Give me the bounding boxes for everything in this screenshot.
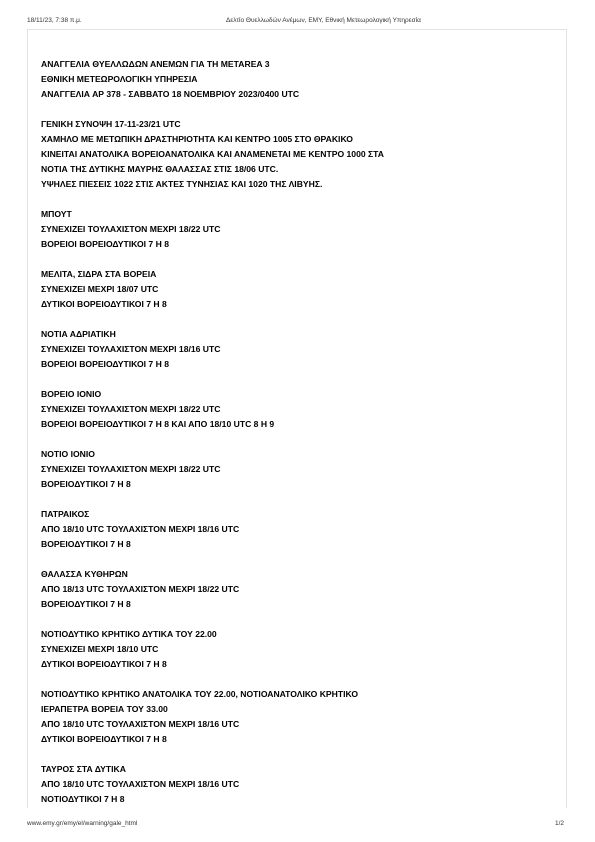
bulletin-content bbox=[41, 57, 561, 822]
area-block bbox=[41, 687, 561, 747]
area-name: ΝΟΤΙΟΔΥΤΙΚΟ ΚΡΗΤΙΚΟ ΔΥΤΙΚΑ ΤΟΥ 22.00 bbox=[41, 629, 217, 639]
bulletin-synopsis bbox=[41, 117, 561, 192]
bulletin-line: ΣΥΝΕΧΙΖΕΙ ΤΟΥΛΑΧΙΣΤΟΝ ΜΕΧΡΙ 18/16 UTC bbox=[41, 344, 221, 354]
area-block bbox=[41, 387, 561, 432]
area-block bbox=[41, 267, 561, 312]
bulletin-line: ΒΟΡΕΙΟΔΥΤΙΚΟΙ 7 Η 8 bbox=[41, 599, 131, 609]
area-name: ΤΑΥΡΟΣ ΣΤΑ ΔΥΤΙΚΑ bbox=[41, 764, 126, 774]
bulletin-line: ΑΠΟ 18/10 UTC ΤΟΥΛΑΧΙΣΤΟΝ ΜΕΧΡΙ 18/16 UTC bbox=[41, 779, 240, 789]
bulletin-line: ΝΟΤΙΟΔΥΤΙΚΟΙ 7 Η 8 bbox=[41, 794, 125, 804]
bulletin-line: ΑΠΟ 18/10 UTC ΤΟΥΛΑΧΙΣΤΟΝ ΜΕΧΡΙ 18/16 UTC bbox=[41, 719, 240, 729]
area-block bbox=[41, 762, 561, 807]
bulletin-line: ΓΕΝΙΚΗ ΣΥΝΟΨΗ 17-11-23/21 UTC bbox=[41, 119, 181, 129]
area-block bbox=[41, 327, 561, 372]
area-name: ΘΑΛΑΣΣΑ ΚΥΘΗΡΩΝ bbox=[41, 569, 128, 579]
page-number: 1/2 bbox=[555, 820, 565, 827]
bulletin-line: ΔΥΤΙΚΟΙ ΒΟΡΕΙΟΔΥΤΙΚΟΙ 7 Η 8 bbox=[41, 299, 167, 309]
bulletin-line: ΧΑΜΗΛΟ ΜΕ ΜΕΤΩΠΙΚΗ ΔΡΑΣΤΗΡΙΟΤΗΤΑ ΚΑΙ ΚΕΝΤΡΟ 1005 ΣΤΟ ΘΡΑΚΙΚΟ bbox=[41, 134, 353, 144]
bulletin-line: ΑΠΟ 18/10 UTC ΤΟΥΛΑΧΙΣΤΟΝ ΜΕΧΡΙ 18/16 UTC bbox=[41, 524, 240, 534]
bulletin-line: ΣΥΝΕΧΙΖΕΙ ΤΟΥΛΑΧΙΣΤΟΝ ΜΕΧΡΙ 18/22 UTC bbox=[41, 404, 221, 414]
area-block bbox=[41, 507, 561, 552]
area-block bbox=[41, 627, 561, 672]
bulletin-line: ΣΥΝΕΧΙΖΕΙ ΜΕΧΡΙ 18/10 UTC bbox=[41, 644, 159, 654]
area-block bbox=[41, 447, 561, 492]
print-footer bbox=[0, 820, 595, 830]
bulletin-line: ΝΟΤΙΑ ΤΗΣ ΔΥΤΙΚΗΣ ΜΑΥΡΗΣ ΘΑΛΑΣΣΑΣ ΣΤΙΣ 18/06 UTC. bbox=[41, 164, 279, 174]
area-name: ΒΟΡΕΙΟ ΙΟΝΙΟ bbox=[41, 389, 102, 399]
print-page-title: Δελτίο Θυελλωδών Ανέμων, ΕΜΥ, Εθνική Μετεωρολογική Υπηρεσία bbox=[226, 17, 421, 24]
bulletin-line: ΣΥΝΕΧΙΖΕΙ ΜΕΧΡΙ 18/07 UTC bbox=[41, 284, 159, 294]
print-header bbox=[0, 17, 595, 27]
bulletin-heading bbox=[41, 57, 561, 102]
area-block bbox=[41, 567, 561, 612]
bulletin-line: ΔΥΤΙΚΟΙ ΒΟΡΕΙΟΔΥΤΙΚΟΙ 7 Η 8 bbox=[41, 734, 167, 744]
bulletin-line: ΑΝΑΓΓΕΛΙΑ ΘΥΕΛΛΩΔΩΝ ΑΝΕΜΩΝ ΓΙΑ ΤΗ METAREA 3 bbox=[41, 59, 270, 69]
area-name: ΠΑΤΡΑΙΚΟΣ bbox=[41, 509, 90, 519]
bulletin-line: ΒΟΡΕΙΟΙ ΒΟΡΕΙΟΔΥΤΙΚΟΙ 7 Η 8 bbox=[41, 239, 169, 249]
area-name: ΜΕΛΙΤΑ, ΣΙΔΡΑ ΣΤΑ ΒΟΡΕΙΑ bbox=[41, 269, 157, 279]
bulletin-line: ΒΟΡΕΙΟΔΥΤΙΚΟΙ 7 Η 8 bbox=[41, 539, 131, 549]
print-datetime: 18/11/23, 7:38 π.μ. bbox=[27, 17, 82, 24]
bulletin-line: ΣΥΝΕΧΙΖΕΙ ΤΟΥΛΑΧΙΣΤΟΝ ΜΕΧΡΙ 18/22 UTC bbox=[41, 464, 221, 474]
bulletin-line: ΔΥΤΙΚΟΙ ΒΟΡΕΙΟΔΥΤΙΚΟΙ 7 Η 8 bbox=[41, 659, 167, 669]
area-name: ΝΟΤΙΟ ΙΟΝΙΟ bbox=[41, 449, 95, 459]
bulletin-line: ΕΘΝΙΚΗ ΜΕΤΕΩΡΟΛΟΓΙΚΗ ΥΠΗΡΕΣΙΑ bbox=[41, 74, 198, 84]
bulletin-line: ΑΠΟ 18/13 UTC ΤΟΥΛΑΧΙΣΤΟΝ ΜΕΧΡΙ 18/22 UTC bbox=[41, 584, 240, 594]
bulletin-line: ΥΨΗΛΕΣ ΠΙΕΣΕΙΣ 1022 ΣΤΙΣ ΑΚΤΕΣ ΤΥΝΗΣΙΑΣ ΚΑΙ 1020 ΤΗΣ ΛΙΒΥΗΣ. bbox=[41, 179, 323, 189]
area-name: ΜΠΟΥΤ bbox=[41, 209, 72, 219]
bulletin-line: ΒΟΡΕΙΟΙ ΒΟΡΕΙΟΔΥΤΙΚΟΙ 7 Η 8 ΚΑΙ ΑΠΟ 18/10 UTC 8 Η 9 bbox=[41, 419, 275, 429]
bulletin-line: ΒΟΡΕΙΟΙ ΒΟΡΕΙΟΔΥΤΙΚΟΙ 7 Η 8 bbox=[41, 359, 169, 369]
area-name: ΝΟΤΙΑ ΑΔΡΙΑΤΙΚΗ bbox=[41, 329, 116, 339]
bulletin-line: ΙΕΡΑΠΕΤΡΑ ΒΟΡΕΙΑ ΤΟΥ 33.00 bbox=[41, 704, 168, 714]
area-block bbox=[41, 207, 561, 252]
bulletin-line: ΒΟΡΕΙΟΔΥΤΙΚΟΙ 7 Η 8 bbox=[41, 479, 131, 489]
bulletin-line: ΣΥΝΕΧΙΖΕΙ ΤΟΥΛΑΧΙΣΤΟΝ ΜΕΧΡΙ 18/22 UTC bbox=[41, 224, 221, 234]
bulletin-line: ΑΝΑΓΓΕΛΙΑ ΑΡ 378 - ΣΑΒΒΑΤΟ 18 ΝΟΕΜΒΡΙΟΥ 2023/0400 UTC bbox=[41, 89, 300, 99]
bulletin-line: ΚΙΝΕΙΤΑΙ ΑΝΑΤΟΛΙΚΑ ΒΟΡΕΙΟΑΝΑΤΟΛΙΚΑ ΚΑΙ ΑΝΑΜΕΝΕΤΑΙ ΜΕ ΚΕΝΤΡΟ 1000 ΣΤΑ bbox=[41, 149, 384, 159]
page-url: www.emy.gr/emy/el/warning/gale_html bbox=[27, 820, 138, 827]
area-name: ΝΟΤΙΟΔΥΤΙΚΟ ΚΡΗΤΙΚΟ ΑΝΑΤΟΛΙΚΑ ΤΟΥ 22.00, ΝΟΤΙΟΑΝΑΤΟΛΙΚΟ ΚΡΗΤΙΚΟ bbox=[41, 689, 358, 699]
